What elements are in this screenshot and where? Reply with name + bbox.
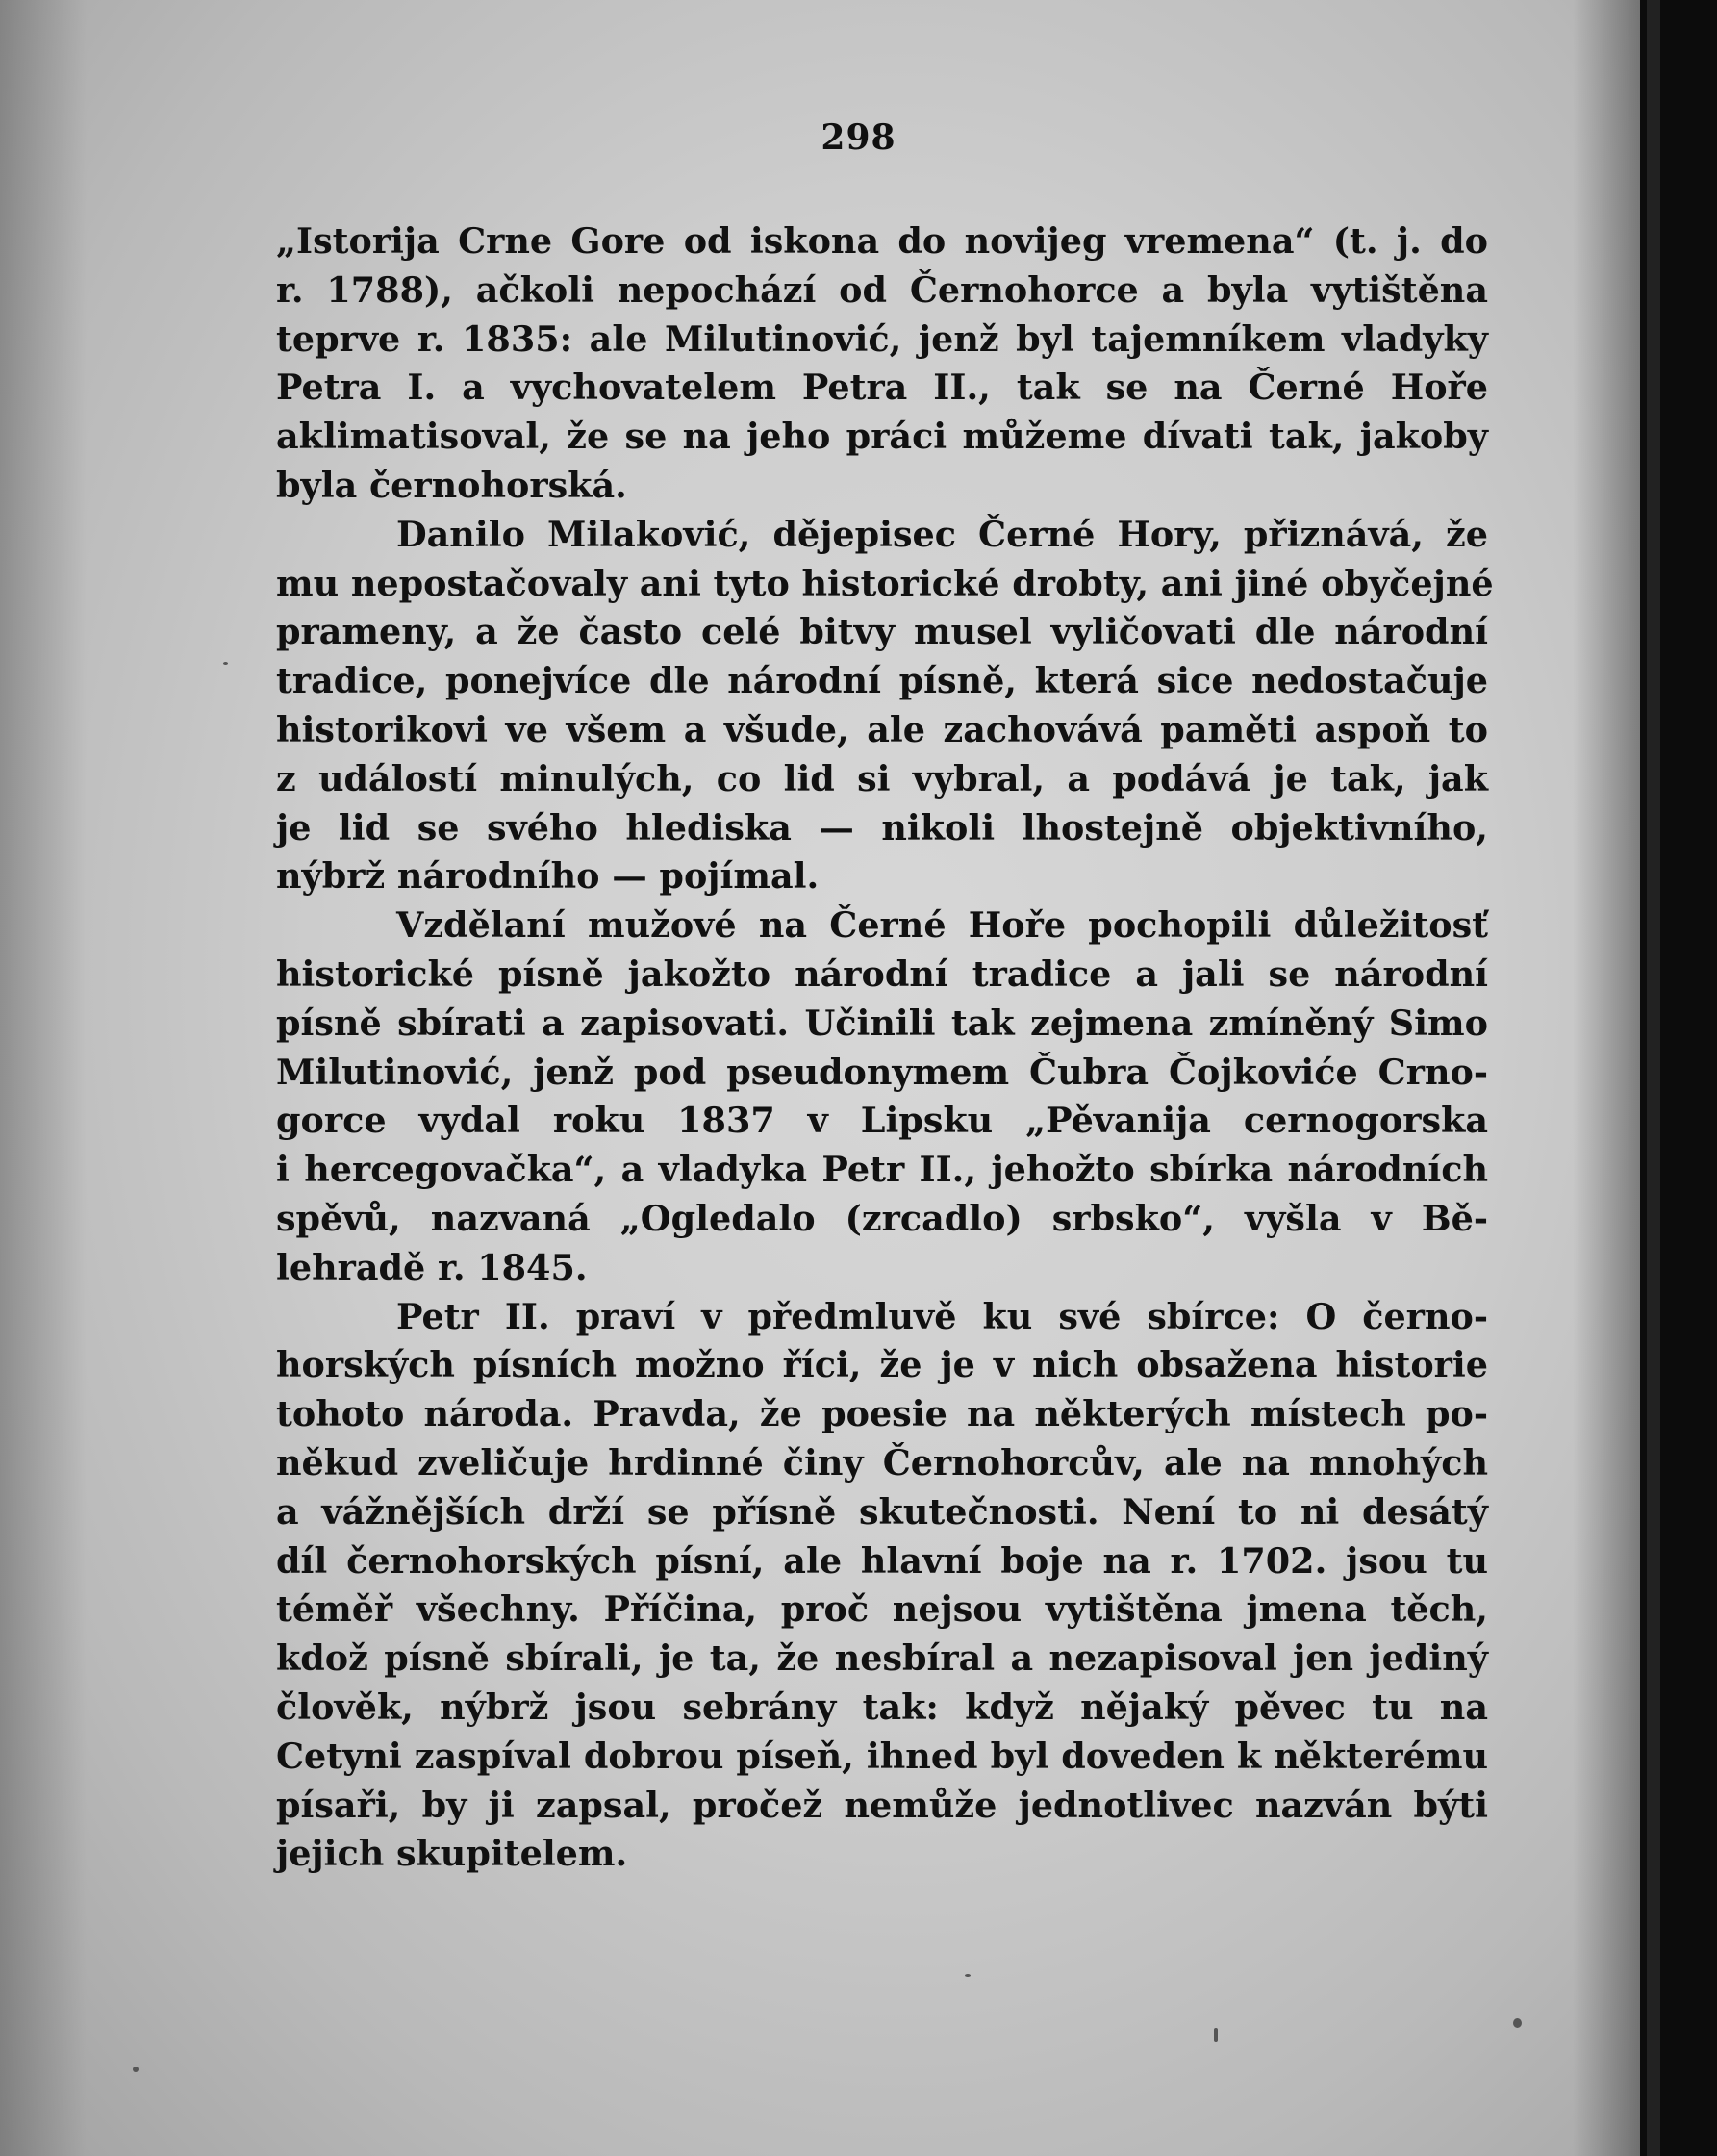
text-line: jejich skupitelem. xyxy=(276,1833,628,1875)
text-line: byla černohorská. xyxy=(276,464,627,506)
text-line: historické písně jakožto národní tradice a jali se národní xyxy=(276,952,1488,995)
text-line: Vzdělaní mužové na Černé Hoře pochopili důležitosť xyxy=(396,904,1488,947)
text-line: prameny, a že často celé bitvy musel vyličovati dle národní xyxy=(276,611,1488,653)
text-line: mu nepostačovaly ani tyto historické drobty, ani jiné obyčejné xyxy=(276,562,1494,604)
text-line: teprve r. 1835: ale Milutinović, jenž byl tajemníkem vladyky xyxy=(276,317,1488,360)
page-number: 298 xyxy=(821,117,896,158)
ink-speck xyxy=(223,662,228,665)
text-line: je lid se svého hlediska — nikoli lhostejně objektivního, xyxy=(276,806,1488,849)
text-line: gorce vydal roku 1837 v Lipsku „Pěvanija cernogorska xyxy=(276,1100,1488,1142)
text-line: Milutinović, jenž pod pseudonymem Čubra Čojkoviće Crno- xyxy=(276,1051,1488,1093)
text-line: z událostí minulých, co lid si vybral, a podává je tak, jak xyxy=(276,757,1488,799)
text-line: Petr II. praví v předmluvě ku své sbírce: O černo- xyxy=(396,1295,1488,1337)
text-line: Petra I. a vychovatelem Petra II., tak se na Černé Hoře xyxy=(276,367,1488,409)
ink-speck xyxy=(965,1974,971,1977)
text-line: téměř všechny. Příčina, proč nejsou vytištěna jmena těch, xyxy=(276,1588,1488,1631)
text-line: tradice, ponejvíce dle národní písně, která sice nedostačuje xyxy=(276,660,1488,702)
text-line: historikovi ve všem a všude, ale zachovává paměti aspoň to xyxy=(276,708,1488,750)
ink-speck xyxy=(133,2067,139,2072)
ink-speck xyxy=(1513,2018,1522,2028)
text-line: někud zveličuje hrdinné činy Černohorcův, ale na mnohých xyxy=(276,1441,1488,1484)
text-line: člověk, nýbrž jsou sebrány tak: když nějaký pěvec tu na xyxy=(276,1686,1488,1728)
text-line: horských písních možno říci, že je v nich obsažena historie xyxy=(276,1344,1488,1386)
text-line: a vážnějších drží se přísně skutečnosti. Není to ni desátý xyxy=(276,1490,1488,1533)
text-line: Danilo Milaković, dějepisec Černé Hory, přiznává, že xyxy=(396,513,1488,555)
ink-speck xyxy=(1214,2028,1218,2042)
text-line: nýbrž národního — pojímal. xyxy=(276,855,820,898)
text-line: lehradě r. 1845. xyxy=(276,1246,588,1288)
text-line: písaři, by ji zapsal, pročež nemůže jednotlivec nazván býti xyxy=(276,1784,1488,1826)
text-line: i hercegovačka“, a vladyka Petr II., jehožto sbírka národních xyxy=(276,1149,1488,1191)
text-line: díl černohorských písní, ale hlavní boje na r. 1702. jsou tu xyxy=(276,1539,1488,1582)
text-line: aklimatisoval, že se na jeho práci můžeme dívati tak, jakoby xyxy=(276,416,1488,458)
text-line: tohoto národa. Pravda, že poesie na některých místech po- xyxy=(276,1393,1488,1435)
body-text xyxy=(276,217,1494,1879)
text-line: kdož písně sbírali, je ta, že nesbíral a nezapisoval jen jediný xyxy=(276,1637,1488,1680)
text-line: spěvů, nazvaná „Ogledalo (zrcadlo) srbsko“, vyšla v Bě- xyxy=(276,1197,1488,1239)
text-line: Cetyni zaspíval dobrou píseň, ihned byl doveden k některému xyxy=(276,1735,1488,1777)
page-edge xyxy=(1647,0,1660,2156)
text-line: písně sbírati a zapisovati. Učinili tak zejmena zmíněný Simo xyxy=(276,1002,1488,1044)
text-line: „Istorija Crne Gore od iskona do novijeg vremena“ (t. j. do xyxy=(276,220,1488,262)
text-line: r. 1788), ačkoli nepochází od Černohorce a byla vytištěna xyxy=(276,268,1488,311)
